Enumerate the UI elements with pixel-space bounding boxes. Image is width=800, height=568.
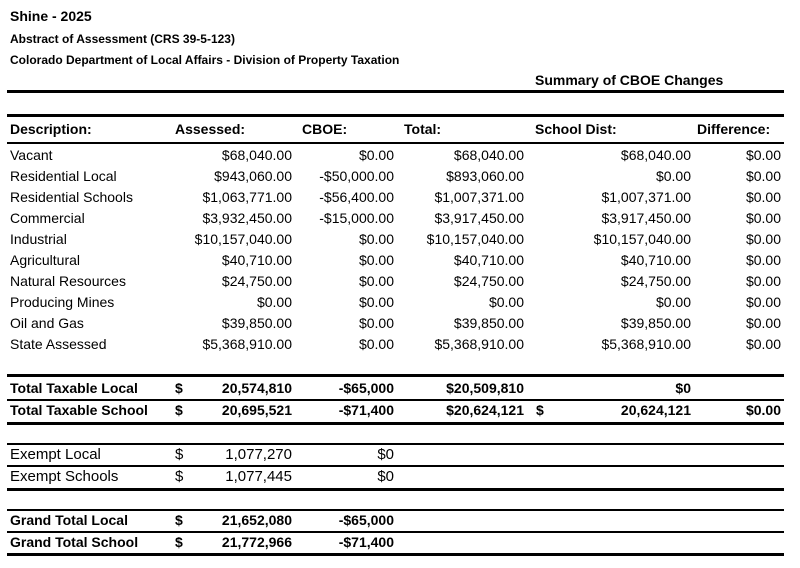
assessed-value: $943,060.00 <box>214 168 292 184</box>
total-value: $5,368,910.00 <box>434 336 524 352</box>
difference-value: $0.00 <box>745 336 781 352</box>
dollar-sign: $ <box>175 468 184 485</box>
col-cboe: CBOE: <box>302 121 348 137</box>
total-taxable-local-row <box>0 380 800 400</box>
difference-value: $0.00 <box>745 294 781 310</box>
school-value: $0.00 <box>655 294 691 310</box>
row-label: Agricultural <box>10 252 81 268</box>
cboe-value: $0.00 <box>358 231 394 247</box>
table-row <box>0 189 800 209</box>
total-value: $1,007,371.00 <box>434 189 524 205</box>
row-label: Exempt Schools <box>10 468 119 485</box>
cboe-value: $0 <box>377 446 394 463</box>
column-header-row <box>0 121 800 141</box>
total-value: $39,850.00 <box>453 315 524 331</box>
school-value: $39,850.00 <box>620 315 691 331</box>
difference-value: $0.00 <box>745 147 781 163</box>
dollar-sign: $ <box>536 402 544 418</box>
exempt-schools-row <box>0 468 800 488</box>
total-value: $20,624,121 <box>446 402 524 418</box>
assessed-value: $39,850.00 <box>221 315 292 331</box>
report-title: Shine - 2025 <box>10 8 92 24</box>
total-value: $20,509,810 <box>446 380 524 396</box>
total-value: $24,750.00 <box>453 273 524 289</box>
difference-value: $0.00 <box>745 252 781 268</box>
assessed-value: $68,040.00 <box>221 147 292 163</box>
divider <box>7 553 784 556</box>
cboe-value: $0.00 <box>358 273 394 289</box>
table-row <box>0 315 800 335</box>
col-description: Description: <box>10 121 92 137</box>
assessed-value: $40,710.00 <box>221 252 292 268</box>
row-label: Natural Resources <box>10 273 126 289</box>
table-row <box>0 294 800 314</box>
assessed-value: 20,574,810 <box>221 380 292 396</box>
divider <box>7 422 784 425</box>
school-value: $24,750.00 <box>620 273 691 289</box>
divider <box>7 509 784 511</box>
col-total: Total: <box>404 121 442 137</box>
total-value: $3,917,450.00 <box>434 210 524 226</box>
row-label: State Assessed <box>10 336 107 352</box>
assessed-value: $3,932,450.00 <box>202 210 292 226</box>
school-value: $1,007,371.00 <box>601 189 691 205</box>
total-value: $10,157,040.00 <box>426 231 524 247</box>
school-value: $68,040.00 <box>620 147 691 163</box>
school-value: $40,710.00 <box>620 252 691 268</box>
cboe-value: $0.00 <box>358 294 394 310</box>
assessed-value: $0.00 <box>256 294 292 310</box>
row-label: Exempt Local <box>10 446 101 463</box>
cboe-value: -$50,000.00 <box>319 168 394 184</box>
difference-value: $0.00 <box>745 315 781 331</box>
assessed-value: 20,695,521 <box>221 402 292 418</box>
assessed-value: $5,368,910.00 <box>202 336 292 352</box>
dollar-sign: $ <box>175 446 184 463</box>
cboe-value: $0.00 <box>358 336 394 352</box>
table-row <box>0 231 800 251</box>
table-row <box>0 147 800 167</box>
exempt-local-row <box>0 446 800 466</box>
difference-value: $0.00 <box>745 402 781 418</box>
cboe-value: -$15,000.00 <box>319 210 394 226</box>
school-value: $0 <box>675 380 691 396</box>
table-row <box>0 336 800 356</box>
cboe-value: -$56,400.00 <box>319 189 394 205</box>
difference-value: $0.00 <box>745 231 781 247</box>
total-taxable-school-row <box>0 402 800 422</box>
row-label: Residential Schools <box>10 189 133 205</box>
row-label: Residential Local <box>10 168 117 184</box>
dollar-sign: $ <box>175 534 183 550</box>
divider <box>7 90 784 93</box>
summary-heading: Summary of CBOE Changes <box>535 72 724 88</box>
row-label: Producing Mines <box>10 294 115 310</box>
cboe-value: $0.00 <box>358 252 394 268</box>
school-value: $5,368,910.00 <box>601 336 691 352</box>
col-assessed: Assessed: <box>175 121 246 137</box>
assessed-value: 21,772,966 <box>221 534 292 550</box>
cboe-value: -$71,400 <box>338 402 394 418</box>
cboe-value: -$71,400 <box>338 534 394 550</box>
divider <box>7 531 784 533</box>
assessed-value: $10,157,040.00 <box>194 231 292 247</box>
school-value: $3,917,450.00 <box>601 210 691 226</box>
difference-value: $0.00 <box>745 189 781 205</box>
difference-value: $0.00 <box>745 273 781 289</box>
row-label: Total Taxable School <box>10 402 148 418</box>
row-label: Commercial <box>10 210 85 226</box>
dollar-sign: $ <box>175 380 183 396</box>
row-label: Vacant <box>10 147 53 163</box>
assessed-value: $24,750.00 <box>221 273 292 289</box>
divider <box>7 488 784 491</box>
total-value: $68,040.00 <box>453 147 524 163</box>
divider <box>7 443 784 445</box>
table-row <box>0 273 800 293</box>
grand-total-school-row <box>0 534 800 554</box>
divider <box>7 465 784 467</box>
row-label: Grand Total School <box>10 534 139 550</box>
assessed-value: 1,077,445 <box>225 468 292 485</box>
school-value: $0.00 <box>655 168 691 184</box>
table-row <box>0 168 800 188</box>
department-name: Colorado Department of Local Affairs - Division of Property Taxation <box>10 53 400 67</box>
row-label: Oil and Gas <box>10 315 84 331</box>
row-label: Total Taxable Local <box>10 380 138 396</box>
col-school: School Dist: <box>535 121 617 137</box>
assessed-value: $1,063,771.00 <box>202 189 292 205</box>
table-row <box>0 210 800 230</box>
report-subtitle: Abstract of Assessment (CRS 39-5-123) <box>10 32 235 46</box>
dollar-sign: $ <box>175 512 183 528</box>
grand-total-local-row <box>0 512 800 532</box>
divider <box>7 142 784 144</box>
assessed-value: 21,652,080 <box>221 512 292 528</box>
total-value: $0.00 <box>488 294 524 310</box>
row-label: Industrial <box>10 231 67 247</box>
cboe-value: $0 <box>377 468 394 485</box>
divider <box>7 374 784 377</box>
cboe-value: -$65,000 <box>338 512 394 528</box>
difference-value: $0.00 <box>745 168 781 184</box>
assessed-value: 1,077,270 <box>225 446 292 463</box>
table-row <box>0 252 800 272</box>
total-value: $893,060.00 <box>446 168 524 184</box>
school-value: $10,157,040.00 <box>593 231 691 247</box>
row-label: Grand Total Local <box>10 512 128 528</box>
difference-value: $0.00 <box>745 210 781 226</box>
school-value: 20,624,121 <box>620 402 691 418</box>
cboe-value: $0.00 <box>358 147 394 163</box>
col-difference: Difference: <box>697 121 771 137</box>
cboe-value: $0.00 <box>358 315 394 331</box>
cboe-value: -$65,000 <box>338 380 394 396</box>
dollar-sign: $ <box>175 402 183 418</box>
total-value: $40,710.00 <box>453 252 524 268</box>
divider <box>7 399 784 401</box>
divider <box>7 114 784 117</box>
